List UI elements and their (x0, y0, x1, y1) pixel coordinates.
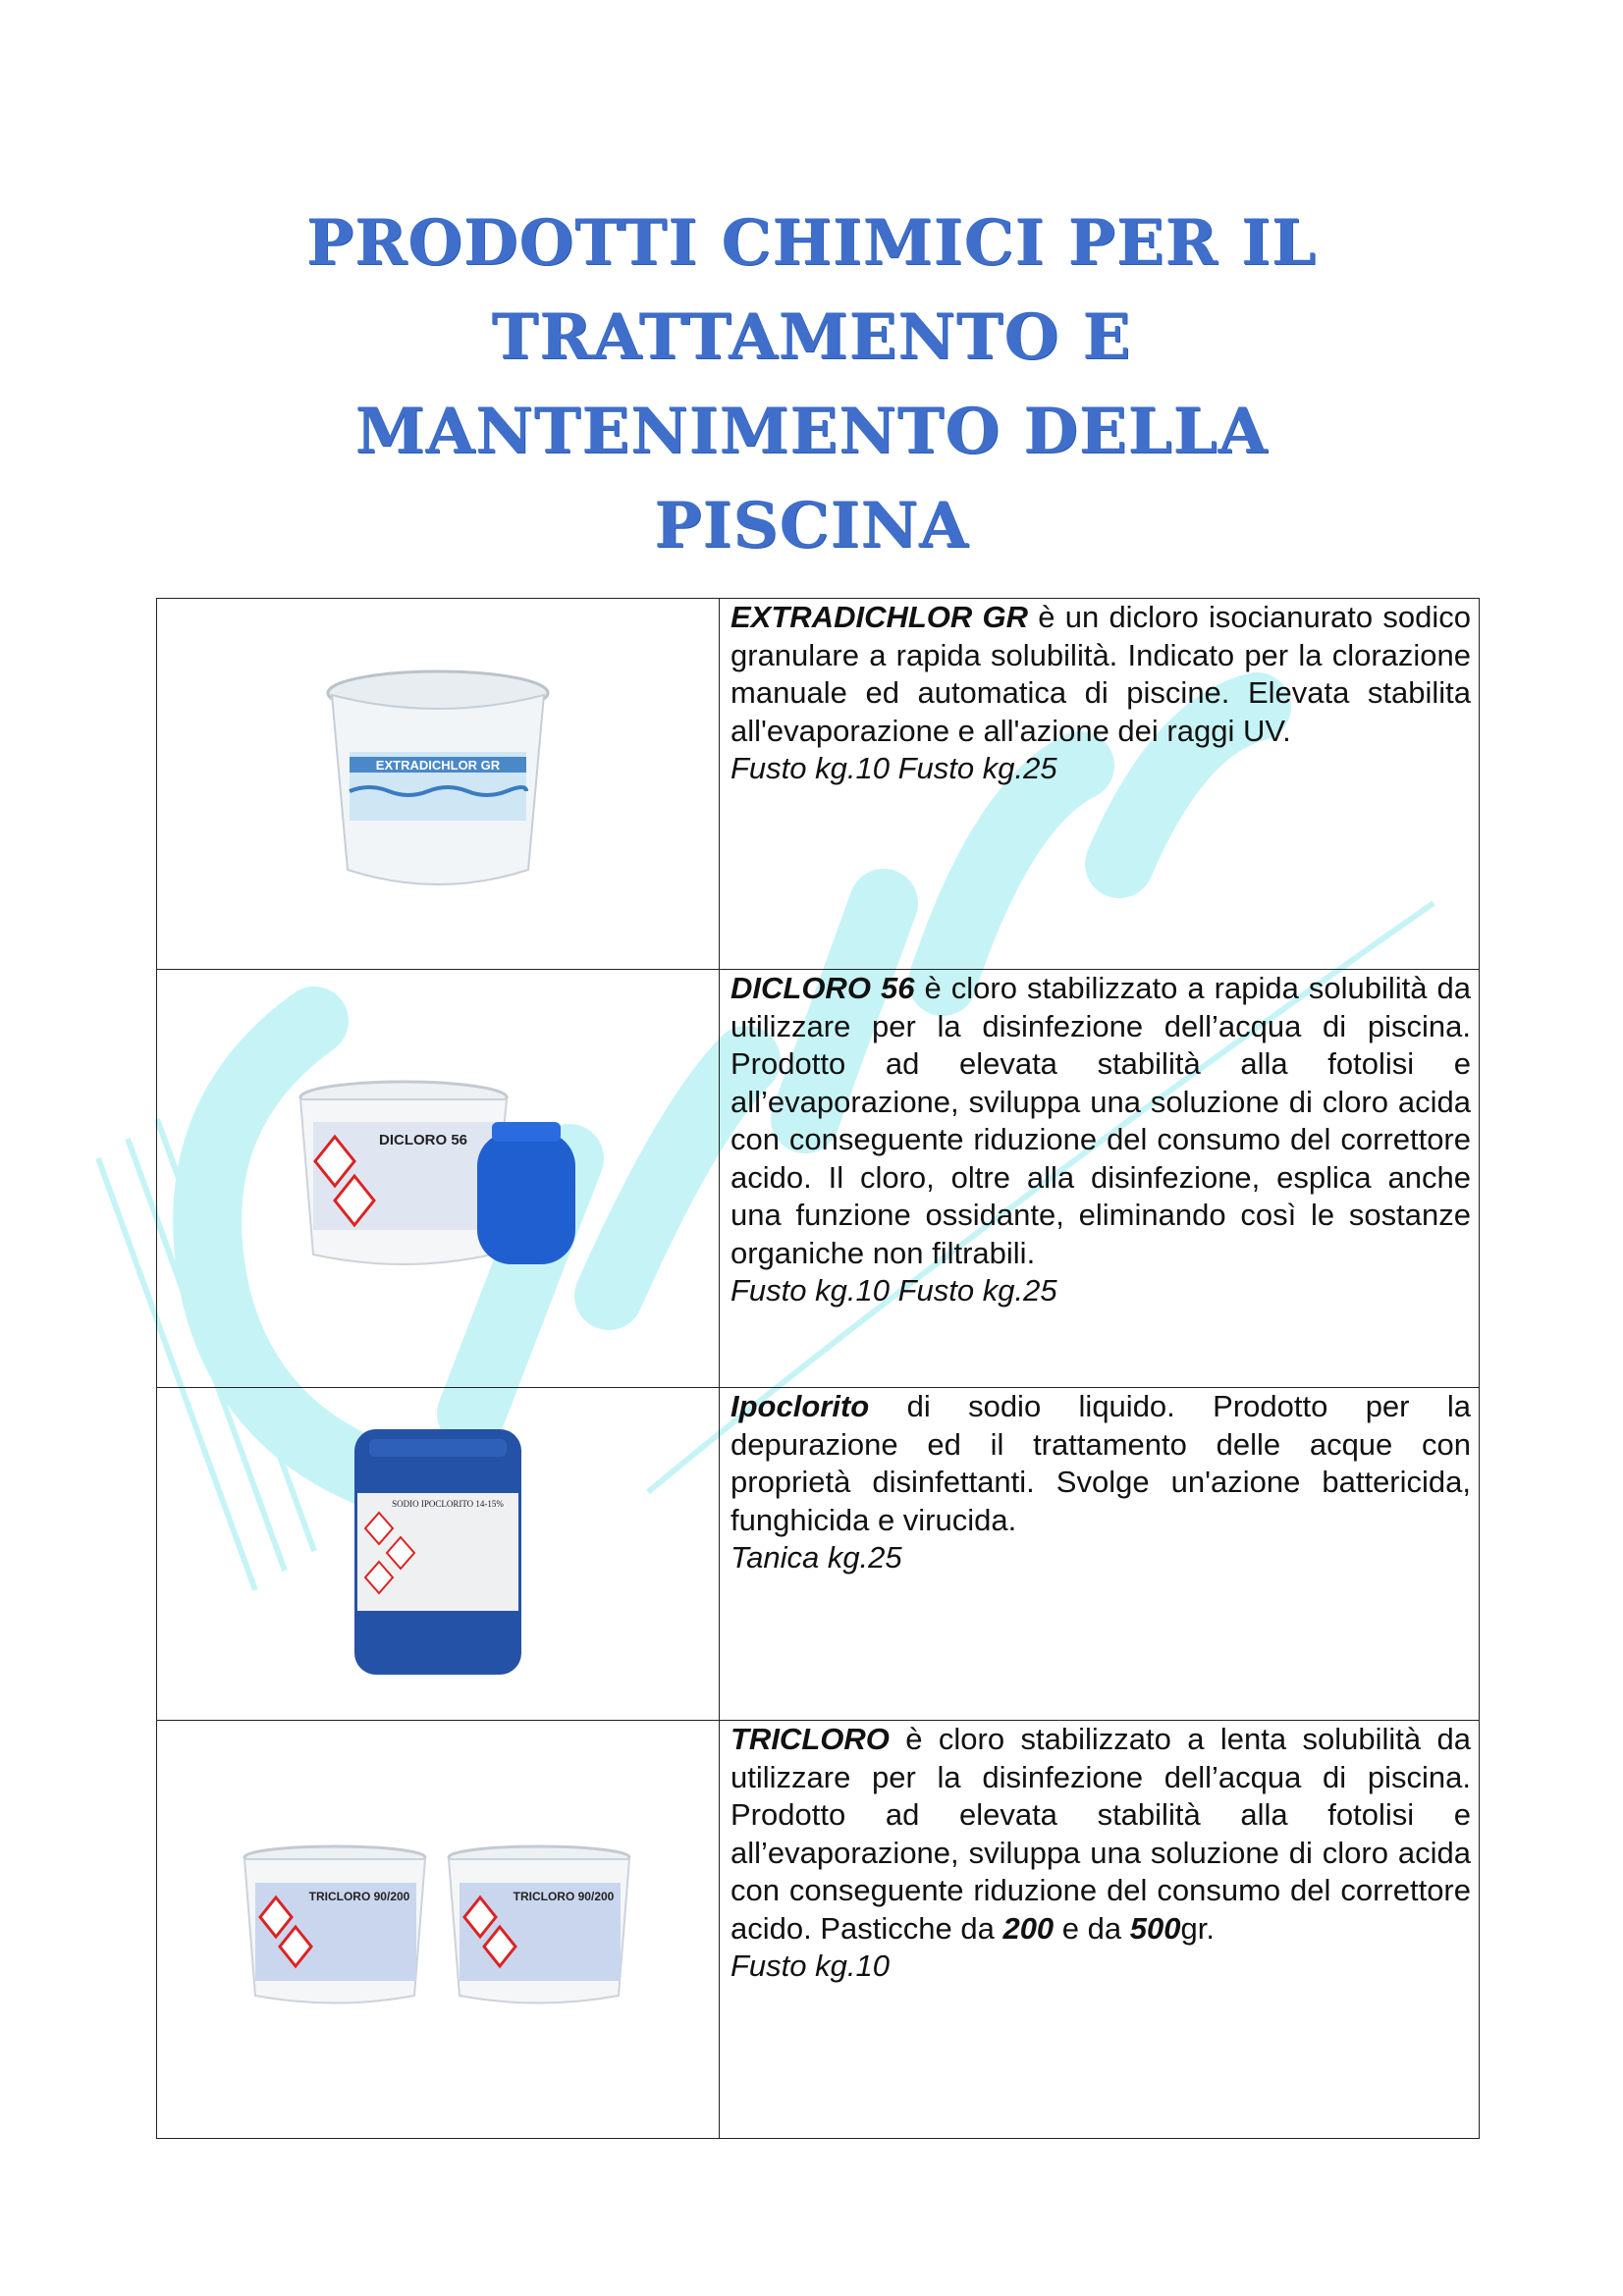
table-row (157, 599, 1480, 970)
product-image-cell (157, 599, 720, 970)
product-name: TRICLORO (730, 1722, 890, 1756)
tablet-size-500: 500 (1129, 1910, 1181, 1946)
product-packaging: Fusto kg.10 Fusto kg.25 (730, 1273, 1057, 1308)
table-row (157, 970, 1480, 1388)
product-image-cell (157, 1721, 720, 2139)
product-text: gr. (1180, 1910, 1215, 1946)
product-name: EXTRADICHLOR GR (730, 600, 1029, 634)
products-table (156, 598, 1480, 2139)
tank-label: SODIO IPOCLORITO 14-15% (392, 1498, 504, 1509)
tablet-size-200: 200 (1002, 1910, 1055, 1946)
bucket-label: DICLORO 56 (378, 1132, 468, 1148)
dicloro-bucket-image (296, 1078, 580, 1274)
product-description (720, 599, 1480, 970)
product-text: è un dicloro isocianurato sodico granulare a rapida solubilità. Indicato per la clorazione manuale ed automatica di piscine. Elevata stabilita all'evaporazione e all'azione dei raggi UV. (730, 600, 1471, 748)
bucket-label: EXTRADICHLOR GR (375, 758, 501, 773)
product-text: è cloro stabilizzato a lenta solubilità da utilizzare per la disinfezione dell’acqua di piscina. Prodotto ad elevata stabilità alla fotolisi e all’evaporazione, sviluppa una soluzione di cloro acida con conseguente riduzione del consumo del correttore acido. Pasticche da (730, 1722, 1471, 1946)
table-row (157, 1388, 1480, 1721)
extradichlor-bucket-image (320, 664, 556, 899)
product-text: di sodio liquido. Prodotto per la depurazione ed il trattamento delle acque con proprietà disinfettanti. Svolge un'azione battericida, funghicida e virucida. (730, 1389, 1471, 1537)
product-text: è cloro stabilizzato a rapida solubilità da utilizzare per la disinfezione dell’acqua di piscina. Prodotto ad elevata stabilità alla fotolisi e all’evaporazione, sviluppa una soluzione di cloro acida con conseguente riduzione del consumo del correttore acido. Il cloro, oltre alla disinfezione, esplica anche una funzione ossidante, eliminando così le sostanze organiche non filtrabili. (730, 971, 1471, 1270)
page-title (0, 196, 1623, 573)
tricloro-buckets-image (242, 1843, 634, 2010)
ipoclorito-tank-image (350, 1424, 526, 1680)
table-row (157, 1721, 1480, 2139)
product-text: e da (1054, 1910, 1130, 1946)
product-packaging: Fusto kg.10 (730, 1949, 890, 1983)
bucket-label: TRICLORO 90/200 (308, 1890, 410, 1903)
bucket-label: TRICLORO 90/200 (513, 1890, 615, 1903)
product-description (720, 970, 1480, 1388)
product-name: Ipoclorito (730, 1389, 870, 1423)
product-image-cell (157, 970, 720, 1388)
title-line: MANTENIMENTO DELLA (354, 395, 1269, 468)
product-name: DICLORO 56 (730, 971, 915, 1005)
title-line: PISCINA (654, 489, 969, 562)
product-packaging: Tanica kg.25 (730, 1540, 902, 1575)
product-image-cell (157, 1388, 720, 1721)
title-line: TRATTAMENTO E (491, 300, 1132, 374)
product-description (720, 1721, 1480, 2139)
title-line: PRODOTTI CHIMICI PER IL (305, 206, 1318, 280)
product-description (720, 1388, 1480, 1721)
product-packaging: Fusto kg.10 Fusto kg.25 (730, 751, 1057, 785)
